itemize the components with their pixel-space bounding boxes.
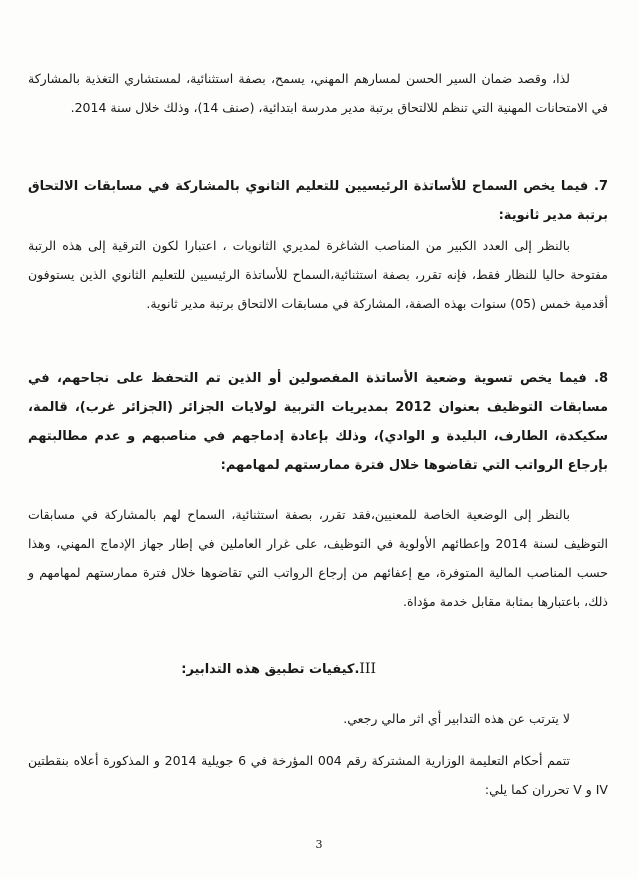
paragraph-dismissed-teachers: بالنظر إلى الوضعية الخاصة للمعنيين،فقد تقرر، بصفة استثنائية، السماح لهم بالمشاركة في مسابقات التوظيف لسنة 2014 وإعطائهم الأولوية في التوظيف، على غرار العاملين في إطار جهاز الإدماج المهني، وهذا حسب المناصب المالية المتوفرة، مع إعفائهم من إرجاع الرواتب التي تقاضوها خلال فترة ممارستهم لمهامهم و ذلك، باعتبارها بمثابة مقابل خدمة مؤداة.	[28, 507, 608, 609]
heading-point-7: 7. فيما يخص السماح للأساتذة الرئيسيين للتعليم الثانوي بالمشاركة في مسابقات الالتحاق برتبة مدير ثانوية:	[28, 179, 608, 223]
section-roman-numeral: III	[359, 661, 376, 677]
paragraph-instruction-amendment: تتمم أحكام التعليمة الوزارية المشتركة رقم 004 المؤرخة في 6 جويلية 2014 و المذكورة أعلاه بنقطتين IV و V تحرران كما يلي:	[28, 753, 608, 797]
section-title-text: .كيفيات تطبيق هذه التدابير:	[181, 662, 360, 677]
heading-point-8: 8. فيما يخص تسوية وضعية الأساتذة المفصولين أو الذين تم التحفظ على نجاحهم، في مسابقات التوظيف بعنوان 2012 بمديريات التربية لولايات الجزائر (الجزائر غرب)، قالمة، سكيكدة، الطارف، البليدة و الوادي)، وذلك بإعادة إدماجهم في مناصبهم و عدم مطالبتهم بإرجاع الرواتب التي تقاضوها خلال فترة ممارستهم لمهامهم:	[28, 371, 608, 473]
paragraph-no-retroactive-effect: لا يترتب عن هذه التدابير أي اثر مالي رجعي.	[343, 711, 570, 726]
paragraph-secondary-teachers: بالنظر إلى العدد الكبير من المناصب الشاغرة لمديري الثانويات ، اعتبارا لكون الترقية إلى هذه الرتبة مفتوحة حاليا للنظار فقط، فإنه تقرر، بصفة استثنائية،السماح للأساتذة الرئيسيين للتعليم الثانوي الذين يستوفون أقدمية خمس (05) سنوات بهذه الصفة، المشاركة في مسابقات الالتحاق برتبة مدير ثانوية.	[28, 238, 608, 311]
section-heading-iii	[181, 658, 376, 681]
paragraph-nutrition-advisors: لذا، وقصد ضمان السير الحسن لمسارهم المهني، يسمح، بصفة استثنائية، لمستشاري التغذية بالمشاركة في الامتحانات المهنية التي تنظم للالتحاق برتبة مدير مدرسة ابتدائية، (صنف 14)، وذلك خلال سنة 2014.	[28, 71, 608, 115]
page-number: 3	[315, 838, 323, 851]
